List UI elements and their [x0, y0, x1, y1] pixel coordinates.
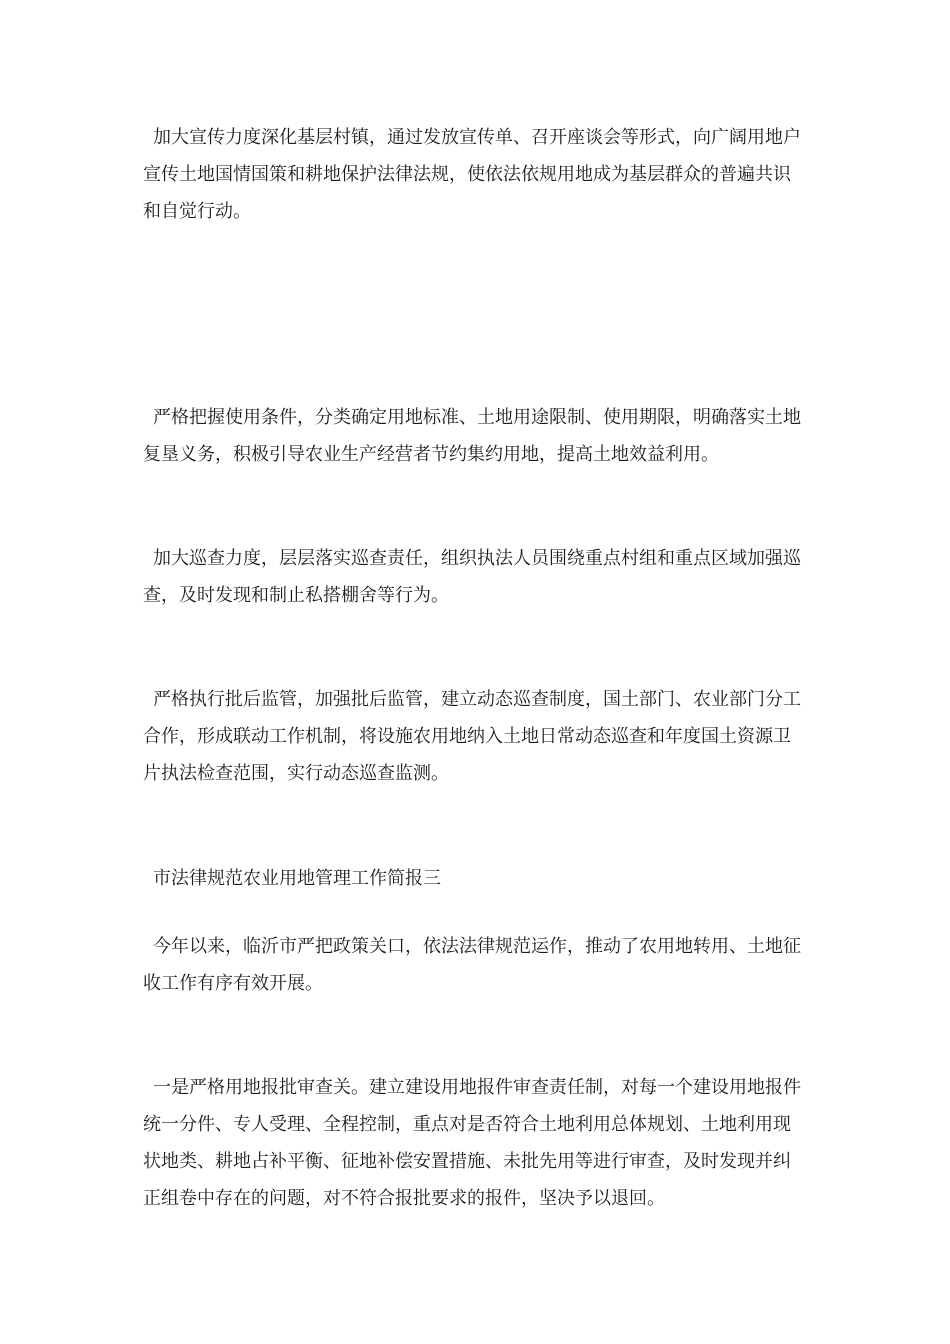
paragraph-approval-review: 一是严格用地报批审查关。建立建设用地报件审查责任制，对每一个建设用地报件统一分件、专人受理、全程控制，重点对是否符合土地利用总体规划、土地利用现状地类、耕地占补平衡、征地补偿安置措施、未批先用等进行审查，及时发现并纠正组卷中存在的问题，对不符合报批要求的报件，坚决予以退回。	[143, 1077, 801, 1209]
paragraph-intro: 今年以来，临沂市严把政策关口，依法法律规范运作，推动了农用地转用、土地征收工作有序有效开展。	[143, 936, 801, 994]
paragraph-post-approval-supervision: 严格执行批后监管，加强批后监管，建立动态巡查制度，国土部门、农业部门分工合作，形成联动工作机制，将设施农用地纳入土地日常动态巡查和年度国土资源卫片执法检查范围，实行动态巡查监测。	[143, 689, 801, 784]
paragraph-usage-conditions: 严格把握使用条件，分类确定用地标准、土地用途限制、使用期限，明确落实土地复垦义务，积极引导农业生产经营者节约集约用地，提高土地效益利用。	[143, 407, 801, 465]
paragraph-publicity: 加大宣传力度深化基层村镇，通过发放宣传单、召开座谈会等形式，向广阔用地户宣传土地国情国策和耕地保护法律法规，使依法依规用地成为基层群众的普遍共识和自觉行动。	[143, 127, 801, 222]
section-heading: 市法律规范农业用地管理工作简报三	[153, 868, 441, 889]
paragraph-inspection: 加大巡查力度，层层落实巡查责任，组织执法人员围绕重点村组和重点区域加强巡查，及时发现和制止私搭棚舍等行为。	[143, 548, 801, 606]
